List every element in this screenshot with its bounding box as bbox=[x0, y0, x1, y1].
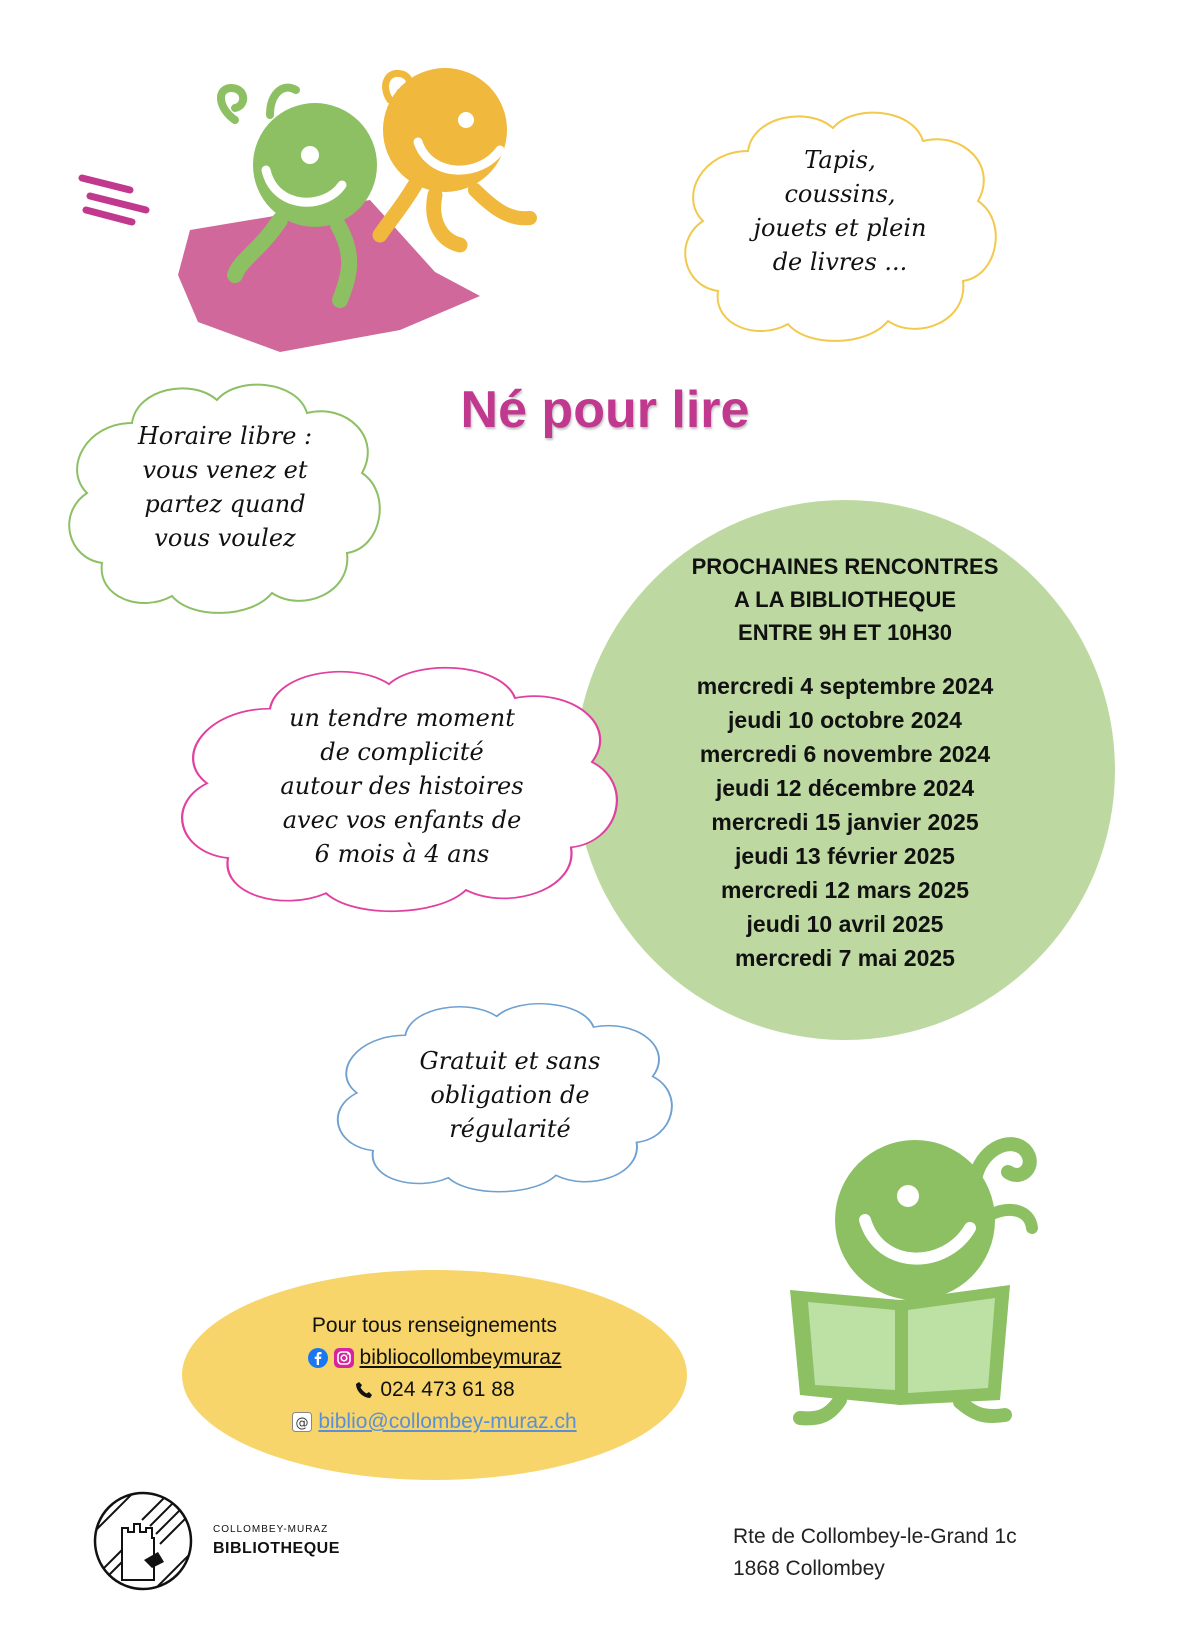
contact-social-row bbox=[182, 1342, 687, 1374]
schedule-date: mercredi 4 septembre 2024 bbox=[696, 673, 994, 699]
schedule-heading-line: A LA BIBLIOTHEQUE bbox=[733, 587, 957, 612]
schedule-date: jeudi 10 avril 2025 bbox=[746, 911, 944, 937]
cloud-free-text bbox=[370, 1035, 650, 1155]
instagram-icon[interactable] bbox=[334, 1348, 354, 1368]
reading-kid-illustration bbox=[760, 1110, 1090, 1430]
at-icon bbox=[292, 1412, 312, 1432]
cloud-toys-text bbox=[700, 136, 980, 286]
schedule-date: mercredi 15 janvier 2025 bbox=[711, 809, 979, 835]
svg-text:@: @ bbox=[295, 1416, 309, 1431]
schedule-date: jeudi 12 décembre 2024 bbox=[715, 775, 975, 801]
email-link[interactable]: biblio@collombey-muraz.ch bbox=[318, 1410, 577, 1433]
cloud-line: partez quand bbox=[144, 490, 306, 518]
cloud-line: coussins, bbox=[784, 180, 896, 208]
cloud-line: régularité bbox=[449, 1115, 571, 1143]
cloud-tender-moment-text bbox=[232, 696, 572, 876]
cloud-line: vous venez et bbox=[142, 456, 308, 484]
orange-kid bbox=[380, 68, 530, 245]
phone-icon bbox=[354, 1380, 374, 1400]
schedule-heading-line: ENTRE 9H ET 10H30 bbox=[738, 620, 952, 645]
schedule-date: mercredi 6 novembre 2024 bbox=[699, 741, 991, 767]
cloud-line: jouets et plein bbox=[753, 214, 927, 242]
facebook-icon[interactable] bbox=[308, 1348, 328, 1368]
cloud-line: 6 mois à 4 ans bbox=[314, 840, 490, 868]
page-title: Né pour lire bbox=[460, 381, 750, 439]
schedule-block bbox=[605, 550, 1085, 975]
cloud-line: Gratuit et sans bbox=[419, 1047, 601, 1075]
social-handle-link[interactable]: bibliocollombeymuraz bbox=[359, 1346, 562, 1369]
phone-number[interactable]: 024 473 61 88 bbox=[380, 1378, 515, 1401]
schedule-date: jeudi 10 octobre 2024 bbox=[728, 707, 962, 733]
footer-org-name: COLLOMBEY-MURAZ bbox=[213, 1524, 329, 1535]
schedule-date: jeudi 13 février 2025 bbox=[735, 843, 955, 869]
address-line: Rte de Collombey-le-Grand 1c bbox=[733, 1525, 1017, 1548]
schedule-dates bbox=[605, 669, 1085, 975]
contact-intro: Pour tous renseignements bbox=[311, 1314, 558, 1337]
schedule-date: mercredi 12 mars 2025 bbox=[720, 877, 970, 903]
cloud-line: Horaire libre : bbox=[137, 422, 313, 450]
schedule-heading-line: PROCHAINES RENCONTRES bbox=[691, 554, 999, 579]
cloud-line: obligation de bbox=[430, 1081, 590, 1109]
kids-on-carpet-illustration bbox=[70, 60, 540, 370]
library-logo-icon bbox=[92, 1490, 194, 1592]
cloud-free-schedule-text bbox=[90, 412, 360, 562]
contact-phone-row bbox=[182, 1374, 687, 1406]
cloud-line: Tapis, bbox=[804, 146, 876, 174]
address-block bbox=[733, 1521, 1017, 1585]
speed-lines bbox=[82, 178, 146, 222]
cloud-line: avec vos enfants de bbox=[282, 806, 522, 834]
schedule-date: mercredi 7 mai 2025 bbox=[735, 945, 955, 971]
contact-block bbox=[182, 1310, 687, 1438]
footer-library-name: BIBLIOTHEQUE bbox=[213, 1540, 340, 1557]
cloud-line: un tendre moment bbox=[289, 704, 515, 732]
cloud-line: de livres ... bbox=[772, 248, 908, 276]
cloud-line: autour des histoires bbox=[280, 772, 524, 800]
address-line: 1868 Collombey bbox=[733, 1557, 885, 1580]
cloud-line: de complicité bbox=[320, 738, 484, 766]
contact-email-row bbox=[182, 1406, 687, 1438]
cloud-line: vous voulez bbox=[154, 524, 296, 552]
